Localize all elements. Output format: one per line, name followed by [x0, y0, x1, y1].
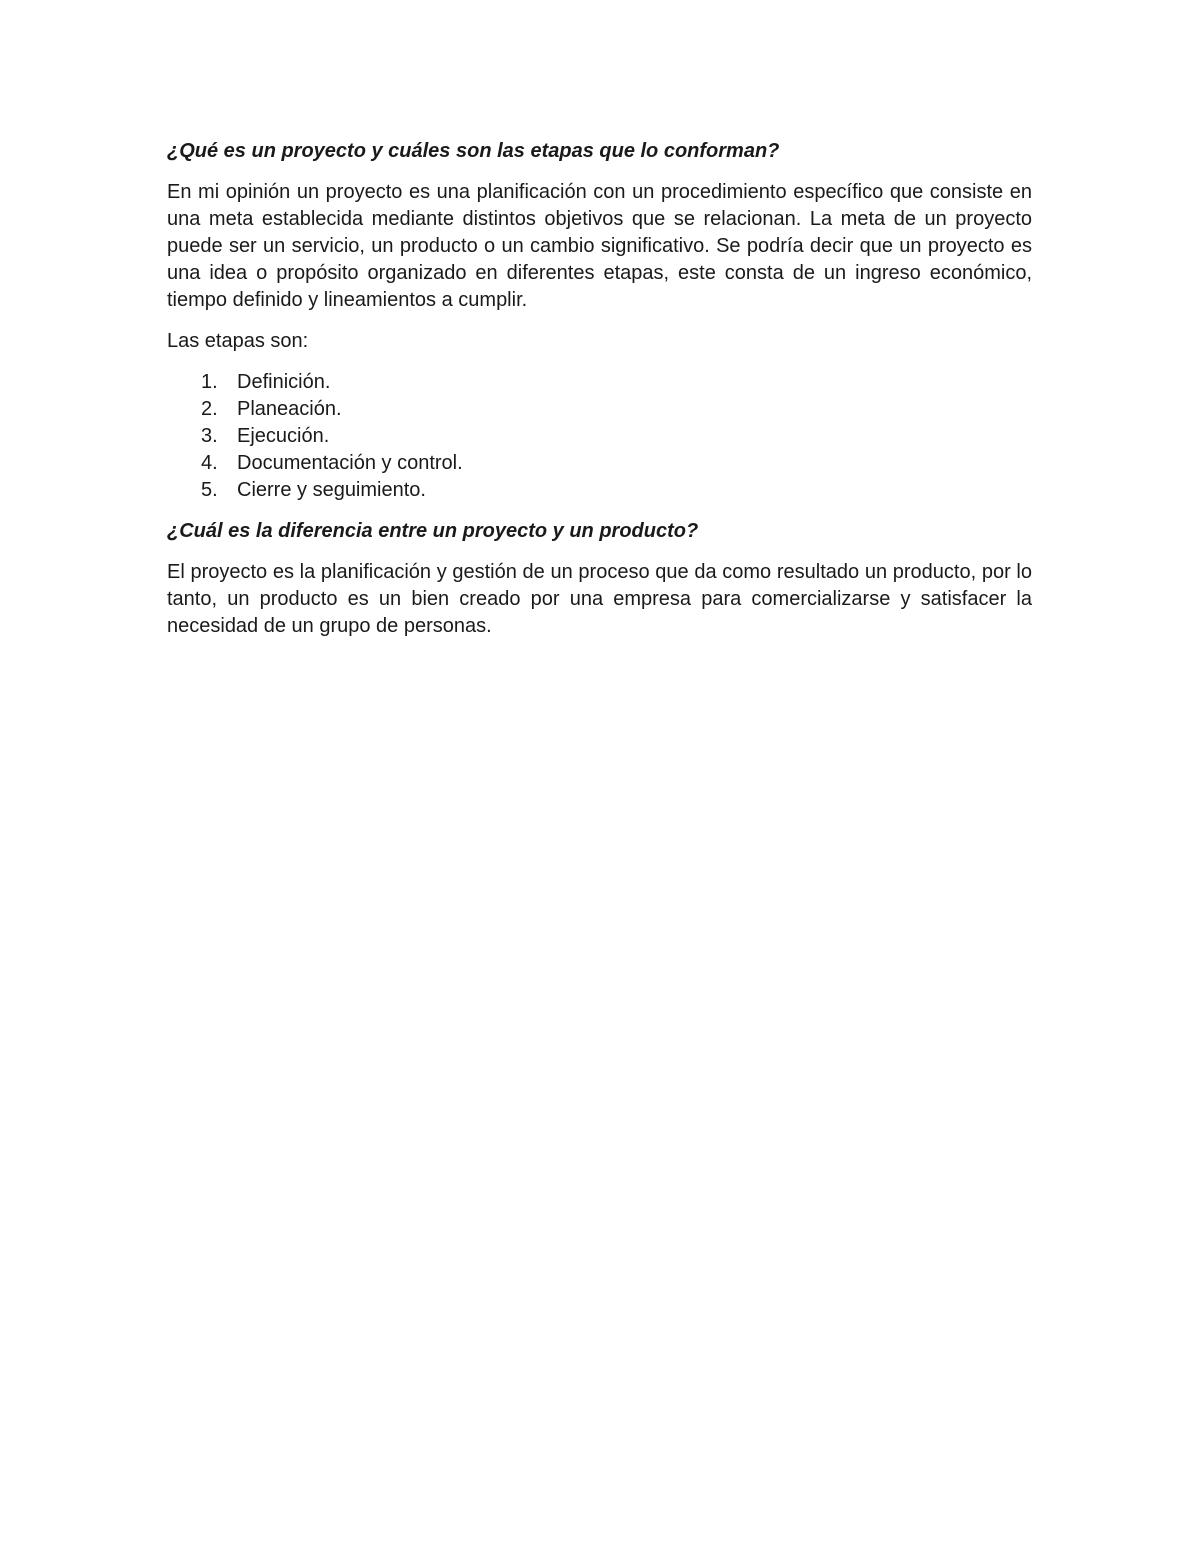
list-item — [167, 396, 1032, 423]
list-item-number: 4. — [201, 452, 218, 474]
document-page — [167, 138, 1032, 654]
list-item — [167, 423, 1032, 450]
list-item — [167, 450, 1032, 477]
list-item-number: 2. — [201, 398, 218, 420]
section-heading-project: ¿Qué es un proyecto y cuáles son las etapas que lo conforman? — [167, 140, 780, 162]
paragraph-difference: El proyecto es la planificación y gestión de un proceso que da como resultado un producto, por lo tanto, un producto es un bien creado por una empresa para comercializarse y satisfacer la necesidad de un grupo de personas. — [167, 561, 1032, 637]
list-item-text: Ejecución. — [237, 425, 330, 447]
section-heading-difference: ¿Cuál es la diferencia entre un proyecto y un producto? — [167, 520, 699, 542]
list-item-number: 3. — [201, 425, 218, 447]
stages-intro: Las etapas son: — [167, 330, 309, 352]
list-item — [167, 477, 1032, 504]
paragraph-project-definition: En mi opinión un proyecto es una planificación con un procedimiento específico que consiste en una meta establecida mediante distintos objetivos que se relacionan. La meta de un proyecto puede ser un servicio, un producto o un cambio significativo. Se podría decir que un proyecto es una idea o propósito organizado en diferentes etapas, este consta de un ingreso económico, tiempo definido y lineamientos a cumplir. — [167, 181, 1032, 311]
list-item-number: 1. — [201, 371, 218, 393]
stages-list — [167, 369, 1032, 504]
list-item-text: Documentación y control. — [237, 452, 463, 474]
list-item — [167, 369, 1032, 396]
list-item-text: Definición. — [237, 371, 331, 393]
list-item-text: Planeación. — [237, 398, 342, 420]
list-item-number: 5. — [201, 479, 218, 501]
list-item-text: Cierre y seguimiento. — [237, 479, 426, 501]
